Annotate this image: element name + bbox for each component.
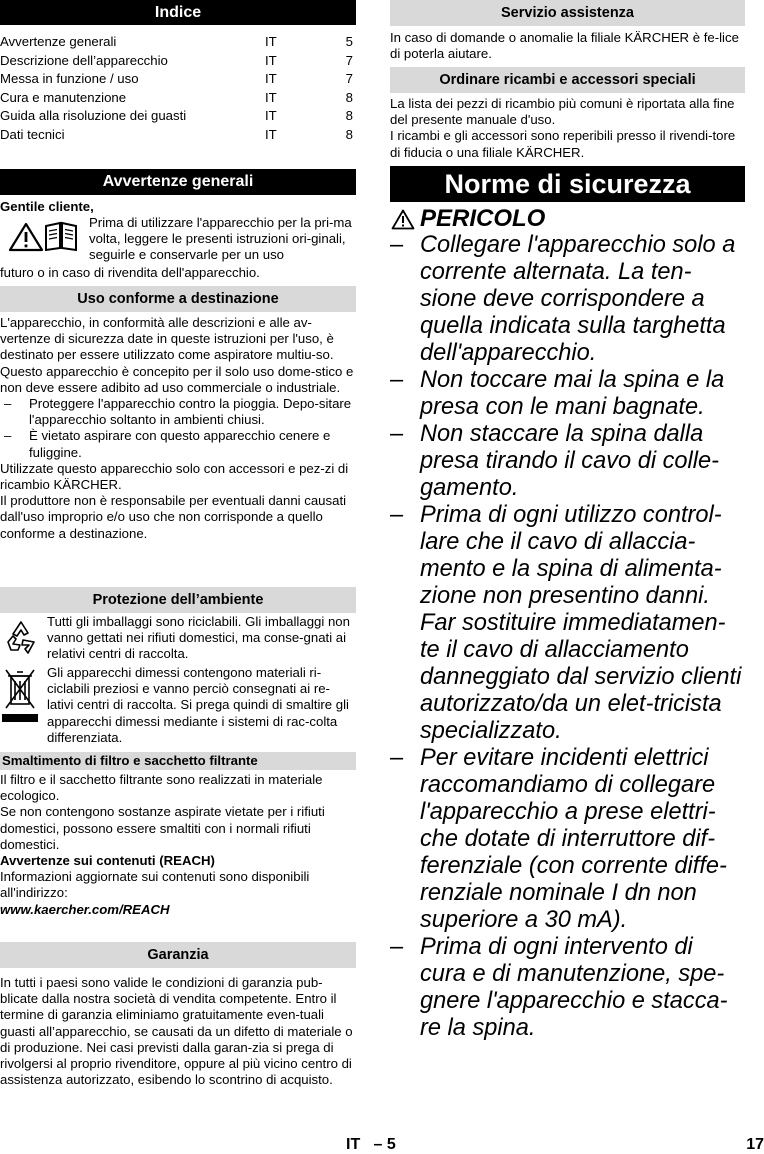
list-item-text: Per evitare incidenti elettrici raccomandiamo di collegare l'apparecchio a prese elettri-che dotate di interruttore dif-ferenziale (con corrente diffe-renziale nominale I dn non superiore a 30 mA). — [420, 745, 727, 933]
service-text: In caso di domande o anomalie la filiale KÄRCHER è fe-lice di poterla aiutare. — [390, 30, 739, 62]
disposal-p1: Il filtro e il sacchetto filtrante sono realizzati in materiale ecologico. — [0, 772, 323, 804]
general-heading: Avvertenze generali — [0, 169, 356, 195]
danger-label: PERICOLO — [420, 205, 546, 232]
toc-page: 8 — [345, 126, 353, 142]
toc-list — [0, 33, 356, 145]
intended-use-p1: L'apparecchio, in conformità alle descrizioni e alle av-vertenze di sicurezza date in queste istruzioni per l'uso, è destinato per essere utilizzato come aspiratore multiu-so. — [0, 315, 334, 363]
list-item: – Prima di ogni utilizzo control-lare che il cavo di allaccia-mento e la spina di alimenta-zione non presentino danni. Far sostituire immediatamen-te il cavo di allacciamento danneggiato dal servizio clienti autorizzato/da un elet-tricista specializzato. — [390, 502, 742, 744]
warranty-heading: Garanzia — [0, 942, 356, 968]
general-intro-tail: futuro o in caso di rivendita dell'apparecchio. — [0, 265, 260, 280]
list-item: – Per evitare incidenti elettrici raccomandiamo di collegare l'apparecchio a prese elettri-che dotate di interruttore dif-ferenziale (con corrente diffe-renziale nominale I dn non superiore a 30 mA). — [390, 745, 727, 933]
list-item: – Prima di ogni intervento di cura e di manutenzione, spe-gnere l'apparecchio e stacca-re la spina. — [390, 934, 728, 1041]
service-heading: Servizio assistenza — [390, 0, 745, 26]
toc-lang: IT — [265, 89, 277, 105]
intended-use-heading: Uso conforme a destinazione — [0, 286, 356, 312]
environment-text1: Tutti gli imballaggi sono riciclabili. Gli imballaggi non vanno gettati nei rifiuti domestici, ma conse-gnati ai relativi centri di raccolta. — [47, 614, 350, 662]
disposal-p2: Se non contengono sostanze aspirate vietate per i rifiuti domestici, possono essere smaltiti con i normali rifiuti domestici. — [0, 804, 325, 852]
toc-row[interactable] — [0, 107, 356, 126]
safety-heading: Norme di sicurezza — [390, 166, 745, 202]
list-item: – È vietato aspirare con questo apparecchio cenere e fuliggine. — [4, 428, 331, 460]
toc-page: 8 — [345, 89, 353, 105]
parts-heading: Ordinare ricambi e accessori speciali — [390, 67, 745, 93]
intended-use-p4: Il produttore non è responsabile per eventuali danni causati dall'uso improprio e/o uso che non corrisponde a quello conforme a destinazione. — [0, 493, 347, 541]
toc-row[interactable] — [0, 70, 356, 89]
environment-heading: Protezione dell’ambiente — [0, 587, 356, 613]
toc-page: 7 — [345, 52, 353, 68]
list-item-text: Proteggere l'apparecchio contro la pioggia. Depo-sitare l'apparecchio soltanto in ambienti chiusi. — [29, 396, 352, 428]
toc-row[interactable] — [0, 89, 356, 108]
disposal-body — [0, 772, 356, 918]
list-item: – Non staccare la spina dalla presa tirando il cavo di colle-gamento. — [390, 421, 720, 501]
toc-title: Cura e manutenzione — [0, 89, 127, 105]
manual-book-icon — [44, 220, 78, 257]
recycling-icon — [2, 618, 40, 661]
toc-lang: IT — [265, 71, 277, 87]
list-item: – Non toccare mai la spina e la presa con le mani bagnate. — [390, 367, 725, 420]
reach-text: Informazioni aggiornate sui contenuti sono disponibili all'indirizzo: — [0, 869, 310, 901]
list-item-text: Prima di ogni intervento di cura e di manutenzione, spe-gnere l'apparecchio e stacca-re la spina. — [420, 934, 728, 1041]
general-greeting: Gentile cliente, — [0, 199, 94, 214]
parts-body — [390, 96, 745, 161]
toc-row[interactable] — [0, 52, 356, 71]
general-intro: Prima di utilizzare l'apparecchio per la pri-ma volta, leggere le presenti istruzioni ori-ginali, seguirle e conservarle per un uso — [89, 215, 352, 263]
list-item-text: Non staccare la spina dalla presa tirando il cavo di colle-gamento. — [420, 421, 720, 501]
list-item-text: Collegare l'apparecchio solo a corrente alternata. La ten-sione deve corrispondere a quella indicata sulla targhetta dell'apparecchio. — [420, 232, 736, 366]
toc-lang: IT — [265, 52, 277, 68]
list-item-text: È vietato aspirare con questo apparecchio cenere e fuliggine. — [29, 428, 331, 460]
intended-use-body — [0, 315, 356, 542]
reach-heading: Avvertenze sui contenuti (REACH) — [0, 853, 215, 869]
toc-lang: IT — [265, 34, 277, 49]
intended-use-p2: Questo apparecchio è concepito per il solo uso dome-stico e non deve essere adibito ad uso commerciale o industriale. — [0, 363, 354, 395]
toc-title: Descrizione dell’apparecchio — [0, 52, 168, 68]
toc-heading: Indice — [0, 0, 356, 25]
toc-lang: IT — [265, 108, 277, 124]
parts-p2: I ricambi e gli accessori sono reperibili presso il rivendi-tore di fiducia o una filiale KÄRCHER. — [390, 128, 736, 160]
parts-p1: La lista dei pezzi di ricambio più comuni è riportata alla fine del presente manuale d'uso. — [390, 96, 735, 128]
toc-page: 5 — [345, 34, 353, 49]
toc-row[interactable] — [0, 126, 356, 145]
toc-lang: IT — [265, 126, 277, 142]
toc-row[interactable] — [0, 33, 356, 52]
footer-lang-page: IT – 5 — [346, 1136, 396, 1153]
toc-title: Messa in funzione / uso — [0, 71, 139, 87]
safety-list — [390, 232, 745, 1042]
intended-use-p3: Utilizzate questo apparecchio solo con accessori e pez-zi di ricambio KÄRCHER. — [0, 460, 349, 493]
weee-bin-icon — [0, 668, 40, 731]
toc-title: Dati tecnici — [0, 126, 65, 142]
footer-page-number: 17 — [746, 1136, 764, 1153]
list-item-text: Prima di ogni utilizzo control-lare che il cavo di allaccia-mento e la spina di alimenta-zione non presentino danni. Far sostituire immediatamen-te il cavo di allacciamento danneggiato dal servizio clienti autorizzato/da un elet-tricista specializzato. — [420, 502, 742, 744]
environment-text2: Gli apparecchi dimessi contengono materiali ri-ciclabili preziosi e vanno perciò consegnati ai re-lativi centri di raccolta. Si prega quindi di smaltire gli apparecchi dimessi mediante i sistemi di rac-colta differenziata. — [47, 665, 349, 745]
reach-link[interactable]: www.kaercher.com/REACH — [0, 901, 170, 917]
toc-page: 7 — [345, 71, 353, 87]
toc-page: 8 — [345, 108, 353, 124]
list-item: – Proteggere l'apparecchio contro la pioggia. Depo-sitare l'apparecchio soltanto in ambienti chiusi. — [4, 396, 352, 428]
disposal-heading: Smaltimento di filtro e sacchetto filtrante — [0, 752, 356, 770]
list-item: – Collegare l'apparecchio solo a corrente alternata. La ten-sione deve corrispondere a quella indicata sulla targhetta dell'apparecchio. — [390, 232, 736, 366]
warning-triangle-icon — [8, 222, 44, 257]
toc-title: Avvertenze generali — [0, 34, 117, 49]
warranty-text: In tutti i paesi sono valide le condizioni di garanzia pub-blicate dalla nostra società di vendita competente. Entro il termine di garanzia eliminiamo gratuitamente even-tuali guasti all’apparecchio, se causati da un difetto di materiale o di produzione. Nei casi previsti dalla garan-zia si prega di rivolgersi al proprio rivenditore, oppure al più vicino centro di assistenza autorizzato, esibendo lo scontrino di acquisto. — [0, 975, 353, 1088]
toc-title: Guida alla risoluzione dei guasti — [0, 108, 187, 124]
list-item-text: Non toccare mai la spina e la presa con le mani bagnate. — [420, 367, 725, 420]
